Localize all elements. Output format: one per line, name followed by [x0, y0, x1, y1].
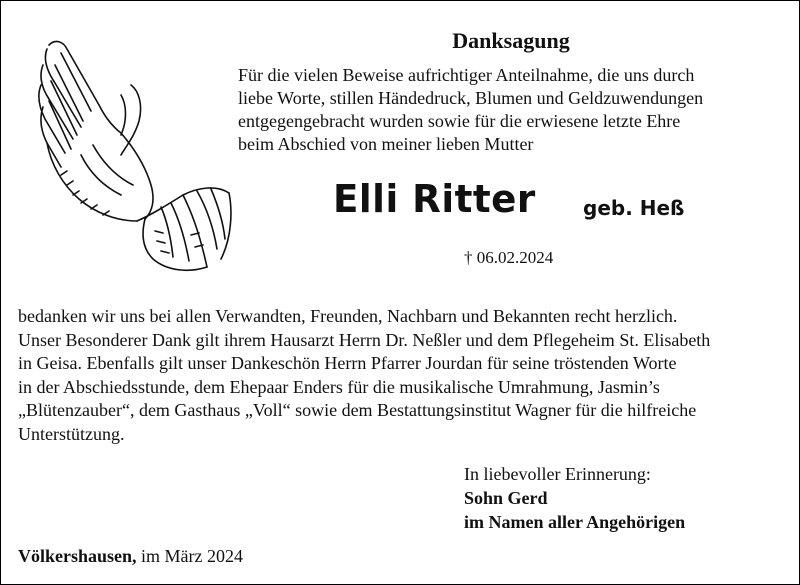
body-line: „Blütenzauber“, dem Gasthaus „Voll“ sowie dem Bestattungsinstitut Wagner für die hilfreiche [18, 400, 697, 420]
body-line: in der Abschiedsstunde, dem Ehepaar Enders für die musikalische Umrahmung, Jasmin’s [18, 376, 660, 397]
body-line: bedanken wir uns bei allen Verwandten, Freunden, Nachbarn und Bekannten recht herzlich. [18, 306, 678, 326]
death-date: † 06.02.2024 [464, 248, 554, 267]
place-town: Völkershausen, [18, 546, 137, 566]
signature-line-1: Sohn Gerd [464, 488, 548, 508]
body-text [18, 305, 793, 446]
praying-hands-icon [21, 35, 236, 275]
intro-line: entgegengebracht wurden sowie für die erwiesene letzte Ehre [238, 111, 681, 131]
maiden-name: geb. Heß [583, 196, 685, 220]
signature-block [464, 462, 685, 534]
intro-line: liebe Worte, stillen Händedruck, Blumen und Geldzuwendungen [238, 88, 704, 108]
place-date [18, 546, 243, 567]
intro-text [238, 64, 788, 156]
body-line: in Geisa. Ebenfalls gilt unser Dankeschön Herrn Pfarrer Jourdan für seine tröstenden Worte [18, 353, 677, 373]
notice-title: Danksagung [452, 28, 570, 53]
signature-intro: In liebevoller Erinnerung: [464, 464, 651, 484]
intro-line: Für die vielen Beweise aufrichtiger Anteilnahme, die uns durch [238, 65, 695, 85]
body-line: Unterstützung. [18, 423, 125, 444]
signature-line-2: im Namen aller Angehörigen [464, 512, 686, 532]
deceased-name: Elli Ritter [333, 177, 536, 221]
intro-line: beim Abschied von meiner lieben Mutter [238, 134, 534, 154]
place-date-text: im März 2024 [141, 546, 244, 566]
body-line: Unser Besonderer Dank gilt ihrem Hausarzt Herrn Dr. Neßler und dem Pflegeheim St. Elisabeth [18, 329, 711, 350]
